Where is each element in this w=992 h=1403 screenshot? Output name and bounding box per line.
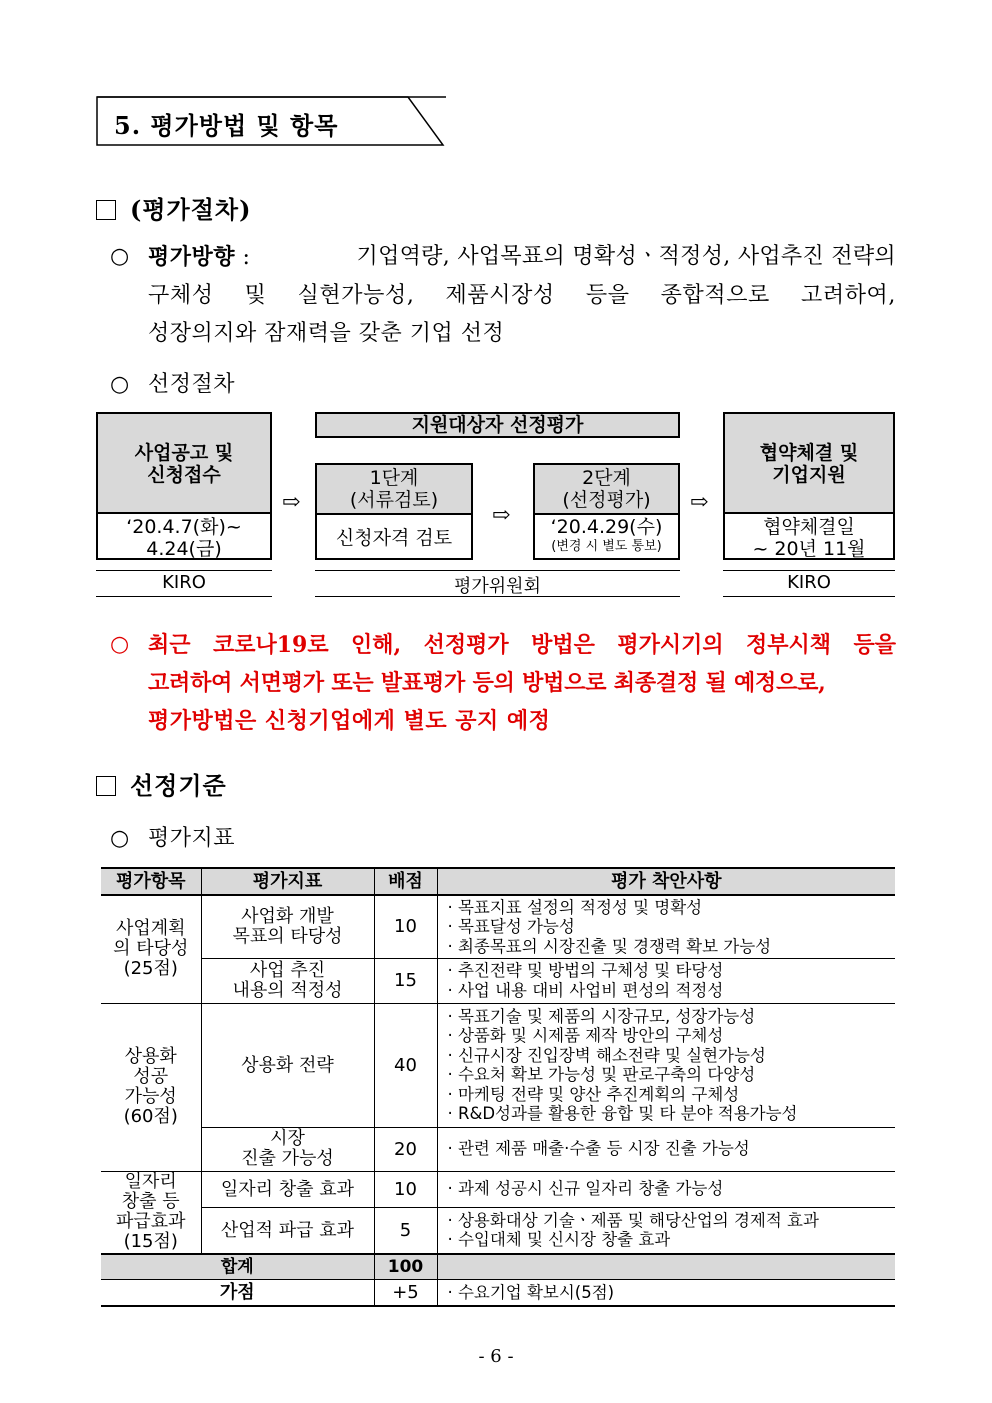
item-text: · 마케팅 전략 및 양산 추진계획의 구체성 [447,1084,740,1104]
total-empty [437,1254,895,1280]
category-text: 의 타당성 [113,938,189,960]
divider [723,570,895,571]
divider [96,570,272,571]
item-text: · 과제 성공시 신규 일자리 창출 가능성 [447,1179,724,1199]
table-row [101,1127,895,1171]
indicator-text: 산업적 파급 효과 [220,1219,355,1241]
items-cell [437,1207,895,1254]
table-header-row [101,868,895,895]
table-header: 평가지표 [201,868,374,895]
category-text: (60점) [123,1106,178,1127]
indicator-cell [201,895,374,958]
notice-line-3: 평가방법은 신청기업에게 별도 공지 예정 [148,708,551,734]
item-text: · 관련 제품 매출·수출 등 시장 진출 가능성 [447,1139,750,1159]
indicator-text: 사업 추진 [249,959,326,981]
bonus-label: 가점 [101,1280,374,1307]
item-text: · 수입대체 및 신시장 창출 효과 [447,1230,671,1250]
category-text: 가능성 [124,1086,177,1107]
bonus-score: +5 [374,1280,437,1307]
arrow-right-icon: ⇨ [690,490,709,515]
direction-label: 평가방향 [148,244,236,270]
flow-box-agreement-top [725,414,893,514]
indicator-text: 사업화 개발 [241,905,334,927]
flow-box-stage2-bottom [535,515,678,556]
section-title-box [96,96,444,146]
indicator-cell [201,958,374,1003]
checkbox-icon [96,776,116,796]
flow-box-stage1-top [317,465,471,515]
flow-box-stage1 [315,463,473,560]
flow-text: (선정평가) [562,489,651,511]
score-cell: 10 [374,1171,437,1207]
notice-line-1: 최근 코로나19로 인해, 선정평가 방법은 평가시기의 정부시책 등을 [148,632,896,658]
table-row [101,1003,895,1127]
item-text: · 수요처 확보 가능성 및 판로구축의 다양성 [447,1065,756,1084]
score-cell: 20 [374,1127,437,1171]
item-text: · 최종목표의 시장진출 및 경쟁력 확보 가능성 [447,936,772,956]
selection-label: 선정절차 [148,372,236,397]
category-cell [101,895,201,1003]
table-row [101,958,895,1003]
flow-footer-left: KIRO [162,572,206,593]
flow-footer-mid: 평가위원회 [454,576,541,597]
indicator-cell [201,1003,374,1127]
flow-footer-right: KIRO [787,572,831,593]
item-text: · 목표기술 및 제품의 시장규모, 성장가능성 [447,1006,756,1026]
section-title: 5. 평가방법 및 항목 [114,111,339,140]
items-cell [437,895,895,958]
indicator-text: 진출 가능성 [241,1148,334,1169]
bonus-item: · 수요기업 확보시(5점) [437,1280,895,1307]
score-cell: 15 [374,958,437,1003]
indicator-cell [201,1207,374,1254]
total-score: 100 [374,1254,437,1280]
checkbox-icon [96,200,116,220]
category-text: 일자리 [124,1171,177,1193]
category-cell [101,1003,201,1171]
divider [96,596,272,597]
item-text: · R&D성과를 활용한 융합 및 타 분야 적용가능성 [447,1104,798,1123]
indicator-cell [201,1127,374,1171]
divider [723,596,895,597]
table-total-row [101,1254,895,1280]
category-text: 창출 등 [121,1191,180,1213]
category-text: 성공 [133,1066,169,1087]
flow-box-application [96,412,272,560]
arrow-right-icon: ⇨ [492,503,511,528]
flow-box-application-bottom [98,514,270,560]
category-text: 파급효과 [115,1211,186,1233]
notice-line-2: 고려하여 서면평가 또는 발표평가 등의 방법으로 최종결정 될 예정으로, [148,670,826,696]
evaluation-table [101,867,895,1307]
flow-text: 1단계 [369,467,419,489]
score-cell: 40 [374,1003,437,1127]
flow-box-stage2-top [535,465,678,515]
bullet-icon: ○ [110,372,130,397]
items-cell [437,958,895,1003]
items-cell [437,1127,895,1171]
flow-text: 신청자격 검토 [335,527,453,549]
flow-box-agreement [723,412,895,560]
indicator-text: 상용화 전략 [241,1054,334,1076]
direction-paragraph [148,238,896,353]
flow-text: 신청접수 [147,464,221,486]
indicator-text: 시장 [270,1128,305,1149]
table-row [101,1207,895,1254]
divider [315,570,680,571]
flow-text: ‘20.4.7(화)~ [126,516,242,538]
flow-group-header: 지원대상자 선정평가 [315,412,680,438]
item-text: · 사업 내용 대비 사업비 편성의 적정성 [447,980,724,1000]
flow-text: (변경 시 별도 통보) [551,539,662,554]
category-text: 상용화 [124,1046,177,1067]
indicator-text: 목표의 타당성 [232,925,343,947]
category-text: 사업계획 [115,918,186,940]
item-text: · 상용화대상 기술ㆍ제품 및 해당산업의 경제적 효과 [447,1210,819,1230]
direction-sep: : [235,245,251,270]
bullet-icon: ○ [110,244,130,269]
page-number: - 6 - [478,1346,514,1367]
indicator-label: 평가지표 [148,826,236,851]
flow-text: 기업지원 [772,464,846,486]
item-text: · 목표달성 가능성 [447,917,575,936]
flow-text: ‘20.4.29(수) [550,516,663,538]
table-bonus-row [101,1280,895,1307]
item-text: · 상품화 및 시제품 제작 방안의 구체성 [447,1026,724,1045]
criteria-heading: 선정기준 [130,771,227,800]
indicator-cell [201,1171,374,1207]
table-header: 평가항목 [101,868,201,895]
flow-text: ~ 20년 11월 [752,538,866,560]
direction-text-2: 구체성 및 실현가능성, 제품시장성 등을 종합적으로 고려하여, [148,283,896,308]
flow-text: 사업공고 및 [134,442,234,464]
item-text: · 목표지표 설정의 적정성 및 명확성 [447,897,703,917]
flow-text: 협약체결일 [763,516,855,538]
flow-text: (서류검토) [349,489,439,511]
direction-text-1: 기업역량, 사업목표의 명확성ㆍ적정성, 사업추진 전략의 [356,244,896,269]
criteria-heading-row [96,766,227,801]
items-cell [437,1003,895,1127]
procedure-heading: (평가절차) [130,195,252,224]
total-label: 합계 [101,1254,374,1280]
direction-text-3: 성장의지와 잠재력을 갖춘 기업 선정 [148,321,505,346]
procedure-heading-row [96,190,251,225]
items-cell [437,1171,895,1207]
item-text: · 추진전략 및 방법의 구체성 및 타당성 [447,961,724,980]
flow-text: 협약체결 및 [759,442,859,464]
score-cell: 10 [374,895,437,958]
indicator-text: 일자리 창출 효과 [220,1178,355,1200]
bullet-icon: ○ [110,826,130,851]
flow-box-application-top [98,414,270,514]
item-text: · 신규시장 진입장벽 해소전략 및 실현가능성 [447,1045,766,1065]
category-text: (15점) [123,1231,178,1253]
flow-text: 4.24(금) [146,538,222,560]
flow-box-stage1-bottom [317,515,471,549]
indicator-text: 내용의 적정성 [232,979,343,1001]
table-row [101,1171,895,1207]
direction-line-1 [148,238,896,277]
table-row [101,895,895,958]
score-cell: 5 [374,1207,437,1254]
flow-text: 2단계 [582,467,631,489]
bullet-icon: ○ [110,632,130,657]
notice-paragraph [148,626,896,740]
arrow-right-icon: ⇨ [282,490,301,515]
category-text: (25점) [123,958,178,980]
table-header: 평가 착안사항 [437,868,895,895]
table-header: 배점 [374,868,437,895]
flow-box-agreement-bottom [725,514,893,560]
category-cell [101,1171,201,1254]
flow-box-stage2 [533,463,680,560]
